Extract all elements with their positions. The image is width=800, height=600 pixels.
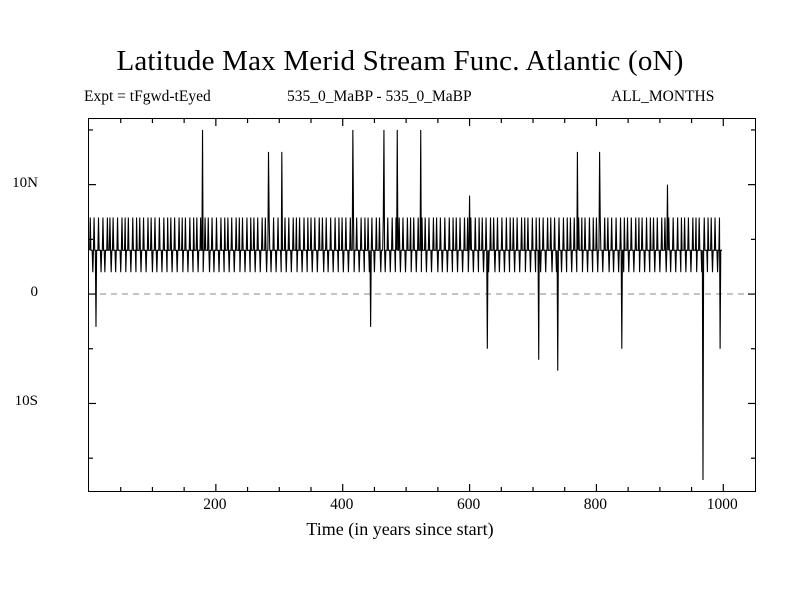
timeseries-line [90, 130, 722, 480]
xtick-label-400: 400 [330, 496, 354, 513]
experiment-label: Expt = tFgwd-tEyed [84, 88, 211, 105]
series-canvas [89, 119, 755, 491]
ytick-label-10n: 10N [12, 174, 38, 191]
chart-title: Latitude Max Merid Stream Func. Atlantic (oN) [116, 45, 684, 77]
xtick-label-1000: 1000 [706, 496, 738, 513]
months-label: ALL_MONTHS [611, 88, 715, 105]
xtick-label-600: 600 [456, 496, 481, 513]
xtick-label-800: 800 [583, 496, 608, 513]
xtick-label-200: 200 [203, 496, 227, 513]
period-label: 535_0_MaBP - 535_0_MaBP [287, 88, 472, 105]
plot-area [88, 118, 756, 492]
ytick-label-10s: 10S [14, 393, 38, 410]
axis-tick-marks [89, 119, 755, 491]
x-axis-title: Time (in years since start) [306, 519, 494, 539]
ytick-label-0: 0 [30, 284, 38, 301]
